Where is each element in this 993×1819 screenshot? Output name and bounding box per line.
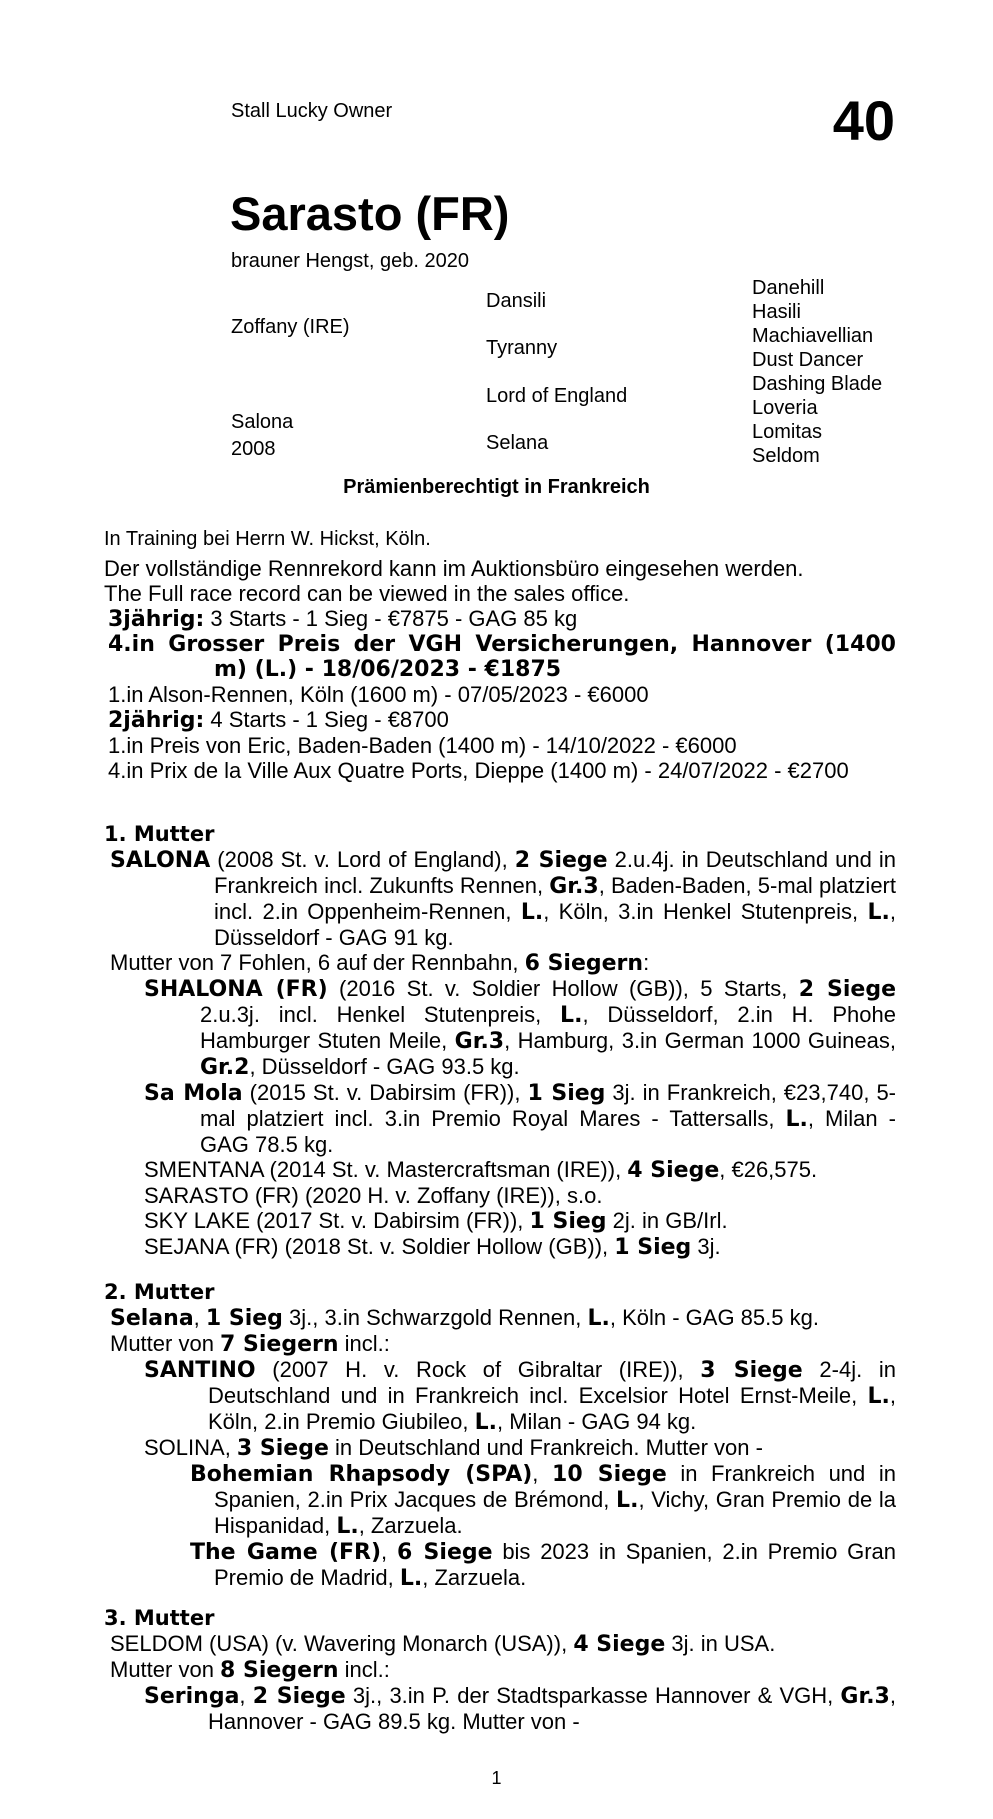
- grand-offspring-the-game: The Game (FR), 6 Siege bis 2023 in Spanien, 2.in Premio Gran Premio de Madrid, L., Zarzuela.: [190, 1539, 897, 1591]
- first-dam-foals: Mutter von 7 Fohlen, 6 auf der Rennbahn, 6 Siegern:: [110, 950, 650, 976]
- offspring-solina: SOLINA, 3 Siege in Deutschland und Frankreich. Mutter von -: [144, 1435, 763, 1461]
- record-3yo-summary: 3jährig: 3 Starts - 1 Sieg - €7875 - GAG 85 kg: [108, 606, 578, 632]
- premium-eligibility: Prämienberechtigt in Frankreich: [343, 476, 650, 498]
- horse-description: brauner Hengst, geb. 2020: [231, 250, 469, 272]
- trainer-info: In Training bei Herrn W. Hickst, Köln.: [104, 528, 431, 550]
- third-dam-entry: SELDOM (USA) (v. Wavering Monarch (USA)), 4 Siege 3j. in USA.: [110, 1631, 776, 1657]
- offspring-seringa: Seringa, 2 Siege 3j., 3.in P. der Stadtsparkasse Hannover & VGH, Gr.3, Hannover - GAG 89.5 kg. Mutter von -: [144, 1683, 896, 1734]
- race-record: [104, 556, 896, 783]
- second-dam-heading: 2. Mutter: [104, 1280, 215, 1304]
- record-2yo-race-2: 4.in Prix de la Ville Aux Quatre Ports, Dieppe (1400 m) - 24/07/2022 - €2700: [108, 758, 849, 783]
- section-first-dam: [104, 822, 896, 1260]
- pedigree-dam-dam: Selana: [486, 432, 549, 454]
- record-3yo-race-1: 4.in Grosser Preis der VGH Versicherungen, Hannover (1400 m) (L.) - 18/06/2023 - €1875: [108, 632, 896, 682]
- page-number: 1: [491, 1768, 502, 1788]
- pedigree-gen3-item: Danehill: [752, 277, 825, 299]
- section-third-dam: [104, 1606, 896, 1734]
- pedigree-gen3-item: Lomitas: [752, 421, 823, 443]
- record-3yo-race-2: 1.in Alson-Rennen, Köln (1600 m) - 07/05/2023 - €6000: [108, 682, 649, 707]
- record-2yo-race-1: 1.in Preis von Eric, Baden-Baden (1400 m) - 14/10/2022 - €6000: [108, 733, 737, 758]
- horse-name: Sarasto (FR): [230, 187, 510, 240]
- pedigree-gen3-item: Machiavellian: [752, 325, 874, 347]
- offspring-sky-lake: SKY LAKE (2017 St. v. Dabirsim (FR)), 1 Sieg 2j. in GB/Irl.: [144, 1208, 728, 1234]
- pedigree-sire: Zoffany (IRE): [231, 316, 350, 338]
- pedigree-sire-sire: Dansili: [486, 290, 547, 312]
- offspring-sa-mola: Sa Mola (2015 St. v. Dabirsim (FR)), 1 Sieg 3j. in Frankreich, €23,740, 5-mal platziert incl. 3.in Premio Royal Mares - Tattersalls, L., Milan - GAG 78.5 kg.: [144, 1080, 897, 1157]
- pedigree-sire-dam: Tyranny: [486, 337, 558, 359]
- record-3yo-label: 3jährig:: [108, 607, 205, 632]
- first-dam-entry: SALONA (2008 St. v. Lord of England), 2 Siege 2.u.4j. in Deutschland und in Frankreich incl. Zukunfts Rennen, Gr.3, Baden-Baden, 5-mal platziert incl. 2.in Oppenheim-Rennen, L., Köln, 3.in Henkel Stutenpreis, L., Düsseldorf - GAG 91 kg.: [110, 847, 896, 950]
- record-2yo-label: 2jährig:: [108, 708, 205, 733]
- pedigree-dam-sire: Lord of England: [486, 385, 628, 407]
- grand-offspring-bohemian-rhapsody: Bohemian Rhapsody (SPA), 10 Siege in Frankreich und in Spanien, 2.in Prix Jacques de Brémond, L., Vichy, Gran Premio de la Hispanidad, L., Zarzuela.: [190, 1461, 896, 1539]
- first-dam-heading: 1. Mutter: [104, 822, 215, 846]
- record-note-en: The Full race record can be viewed in the sales office.: [104, 581, 630, 606]
- third-dam-foals: Mutter von 8 Siegern incl.:: [110, 1657, 390, 1683]
- pedigree-dam: Salona: [231, 411, 294, 433]
- offspring-santino: SANTINO (2007 H. v. Rock of Gibraltar (IRE)), 3 Siege 2-4j. in Deutschland und in Frankreich incl. Excelsior Hotel Ernst-Meile, L., Köln, 2.in Premio Giubileo, L., Milan - GAG 94 kg.: [144, 1357, 896, 1435]
- second-dam-entry: Selana, 1 Sieg 3j., 3.in Schwarzgold Rennen, L., Köln - GAG 85.5 kg.: [110, 1305, 819, 1331]
- second-dam-foals: Mutter von 7 Siegern incl.:: [110, 1331, 390, 1357]
- offspring-sejana: SEJANA (FR) (2018 St. v. Soldier Hollow (GB)), 1 Sieg 3j.: [144, 1234, 721, 1260]
- pedigree-third-generation: [752, 276, 882, 468]
- pedigree-gen3-item: Dust Dancer: [752, 349, 864, 371]
- offspring-shalona: SHALONA (FR) (2016 St. v. Soldier Hollow (GB)), 5 Starts, 2 Siege 2.u.3j. incl. Henkel Stutenpreis, L., Düsseldorf, 2.in H. Phohe Hamburger Stuten Meile, Gr.3, Hamburg, 3.in German 1000 Guineas, Gr.2, Düsseldorf - GAG 93.5 kg.: [144, 976, 897, 1080]
- section-second-dam: [104, 1280, 896, 1591]
- owner-name: Stall Lucky Owner: [231, 100, 393, 122]
- record-2yo-summary: 2jährig: 4 Starts - 1 Sieg - €8700: [108, 707, 449, 733]
- third-dam-heading: 3. Mutter: [104, 1606, 215, 1630]
- pedigree-dam-year: 2008: [231, 438, 276, 460]
- pedigree-gen3-item: Dashing Blade: [752, 373, 883, 395]
- offspring-smentana: SMENTANA (2014 St. v. Mastercraftsman (IRE)), 4 Siege, €26,575.: [144, 1157, 818, 1183]
- offspring-sarasto: SARASTO (FR) (2020 H. v. Zoffany (IRE)), s.o.: [144, 1183, 603, 1208]
- record-note-de: Der vollständige Rennrekord kann im Auktionsbüro eingesehen werden.: [104, 556, 804, 581]
- pedigree-gen3-item: Seldom: [752, 445, 820, 467]
- pedigree-gen3-item: Loveria: [752, 397, 818, 419]
- lot-number: 40: [832, 89, 895, 152]
- pedigree-gen3-item: Hasili: [752, 301, 801, 323]
